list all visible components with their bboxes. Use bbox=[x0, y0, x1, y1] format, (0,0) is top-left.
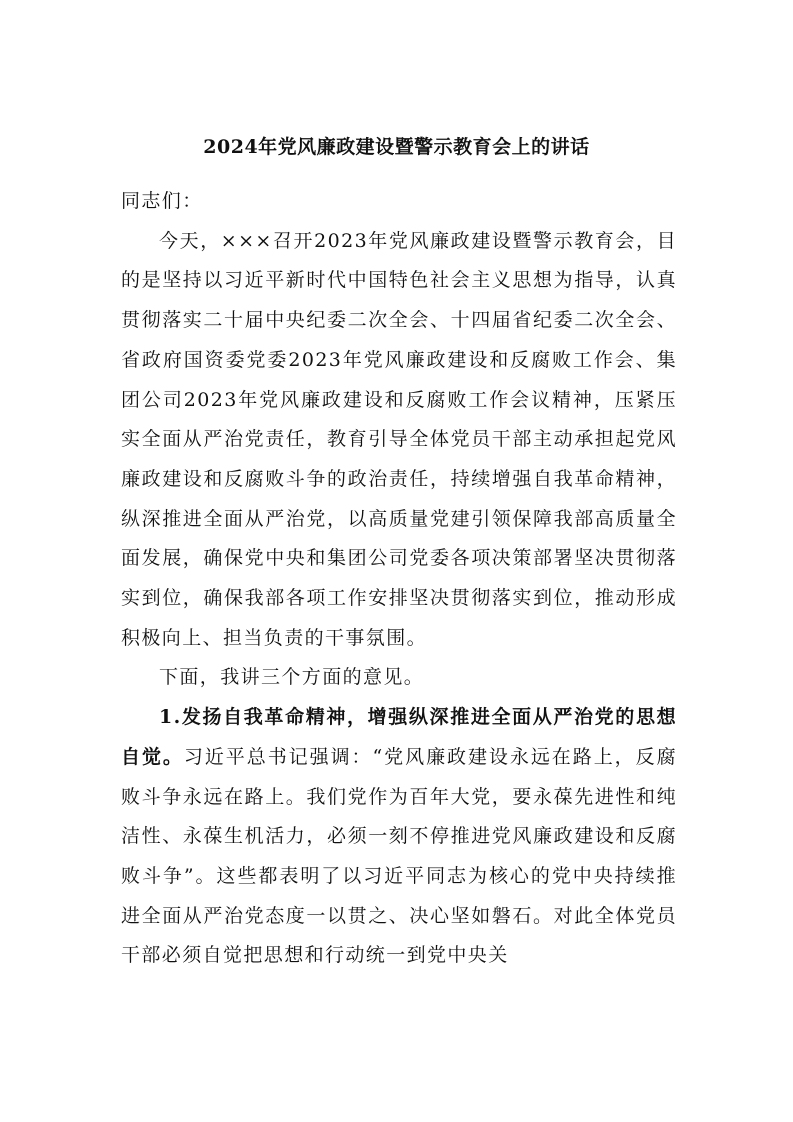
paragraph-opening: 今天，×××召开2023年党风廉政建设暨警示教育会，目的是坚持以习近平新时代中国特色社会主义思想为指导，认真贯彻落实二十届中央纪委二次全会、十四届省纪委二次全会、省政府国资委党委2023年党风廉政建设和反腐败工作会、集团公司2023年党风廉政建设和反腐败工作会议精神，压紧压实全面从严治党责任，教育引导全体党员干部主动承担起党风廉政建设和反腐败斗争的政治责任，持续增强自我革命精神，纵深推进全面从严治党，以高质量党建引领保障我部高质量全面发展，确保党中央和集团公司党委各项决策部署坚决贯彻落实到位，确保我部各项工作安排坚决贯彻落实到位，推动形成积极向上、担当负责的干事氛围。 bbox=[121, 229, 677, 649]
salutation: 同志们： bbox=[121, 190, 203, 212]
document-title: 2024年党风廉政建设暨警示教育会上的讲话 bbox=[203, 136, 590, 158]
paragraph-intro: 下面，我讲三个方面的意见。 bbox=[159, 666, 425, 689]
paragraph-section-1 bbox=[121, 698, 677, 976]
document-body bbox=[121, 182, 677, 976]
section-1-heading: 1.发扬自我革命精神，增强纵深推进全面从严治党的思想自觉。 bbox=[121, 706, 677, 768]
section-1-text: 习近平总书记强调：“党风廉政建设永远在路上，反腐败斗争永远在路上。我们党作为百年大党，要永葆先进性和纯洁性、永葆生机活力，必须一刻不停推进党风廉政建设和反腐败斗争”。这些都表明了以习近平同志为核心的党中央持续推进全面从严治党态度一以贯之、决心坚如磐石。对此全体党员干部必须自觉把思想和行动统一到党中央关 bbox=[121, 745, 677, 967]
